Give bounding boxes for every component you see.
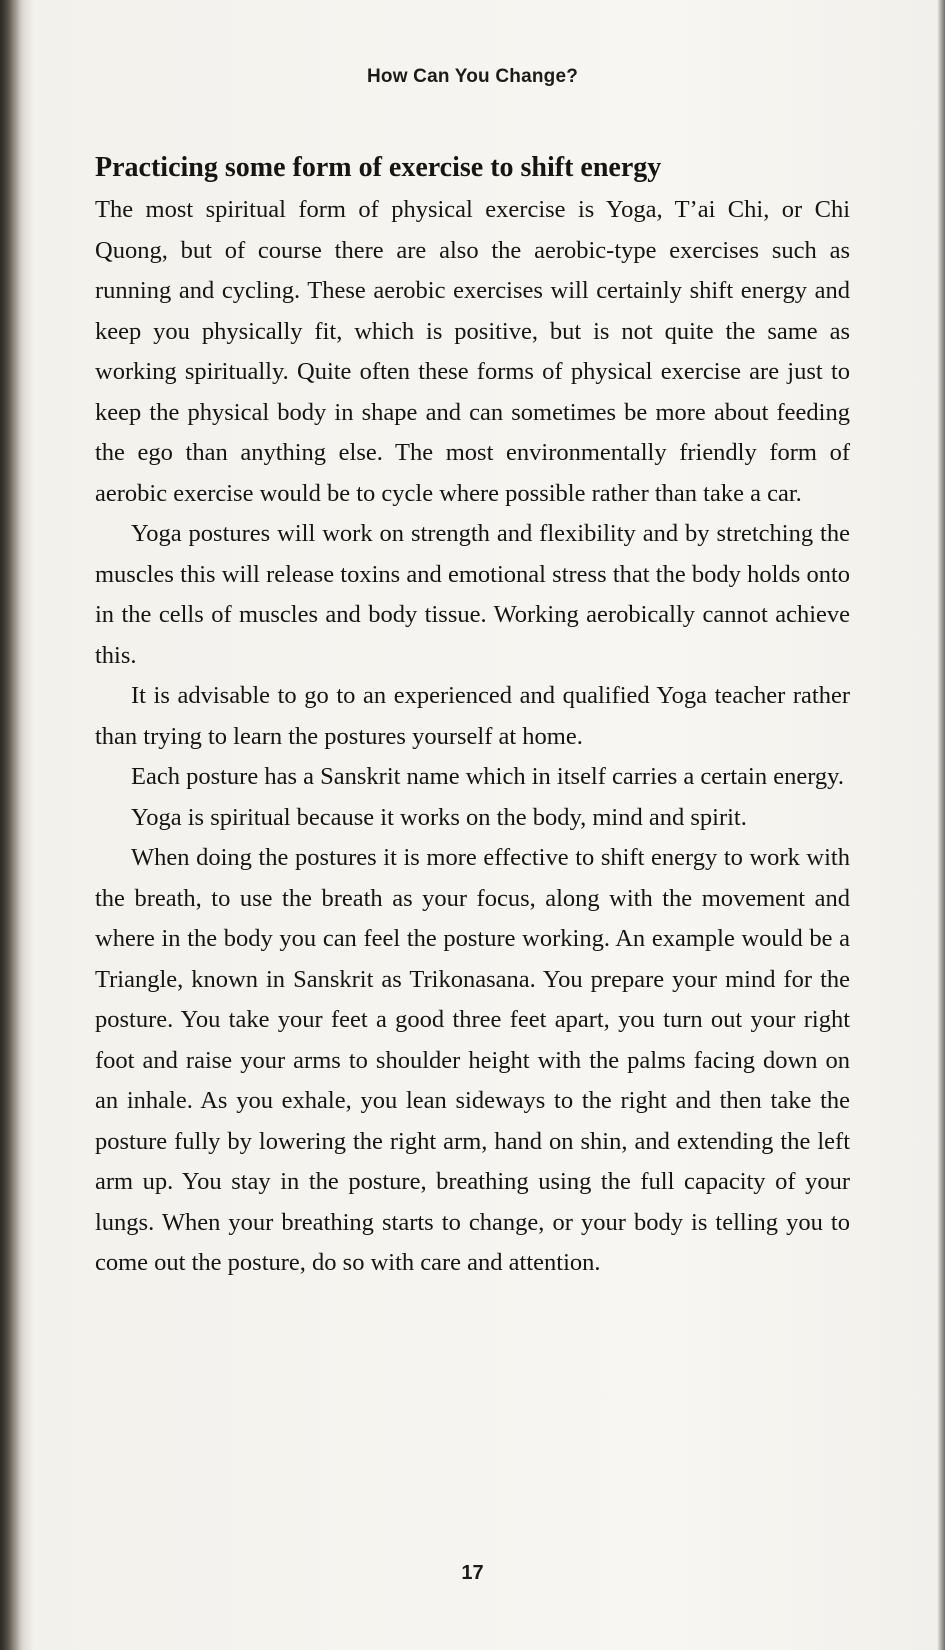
paragraph-1: The most spiritual form of physical exercise is Yoga, T’ai Chi, or Chi Quong, but of course there are also the aerobic-type exercises such as running and cycling. These aerobic exercises will certainly shift energy and keep you physically fit, which is positive, but is not quite the same as working spiritually. Quite often these forms of physical exercise are just to keep the physical body in shape and can sometimes be more about feeding the ego than anything else. The most environmentally friendly form of aerobic exercise would be to cycle where possible rather than take a car.	[95, 196, 850, 507]
paragraph-5: Yoga is spiritual because it works on the body, mind and spirit.	[131, 803, 747, 831]
page-body	[95, 148, 850, 1284]
running-head: How Can You Change?	[366, 66, 579, 87]
paragraph-6: When doing the postures it is more effective to shift energy to work with the breath, to use the breath as your focus, along with the movement and where in the body you can feel the posture working. An example would be a Triangle, known in Sanskrit as Trikonasana. You prepare your mind for the posture. You take your feet a good three feet apart, you turn out your right foot and raise your arms to shoulder height with the palms facing down on an inhale. As you exhale, you lean sideways to the right and then take the posture fully by lowering the right arm, hand on shin, and extending the left arm up. You stay in the posture, breathing using the full capacity of your lungs. When your breathing starts to change, or your body is telling you to come out the posture, do so with care and attention.	[95, 844, 850, 1276]
spine-shadow	[0, 0, 24, 1650]
paragraph-4: Each posture has a Sanskrit name which in itself carries a certain energy.	[131, 763, 844, 790]
page-edge-shadow	[937, 0, 945, 1650]
paragraph-3: It is advisable to go to an experienced and qualified Yoga teacher rather than trying to learn the postures yourself at home.	[95, 682, 850, 750]
paragraph-2: Yoga postures will work on strength and flexibility and by stretching the muscles this will release toxins and emotional stress that the body holds onto in the cells of muscles and body tissue. Working aerobically cannot achieve this.	[95, 520, 850, 669]
page-number: 17	[461, 1562, 484, 1584]
section-heading: Practicing some form of exercise to shift energy	[95, 152, 662, 183]
